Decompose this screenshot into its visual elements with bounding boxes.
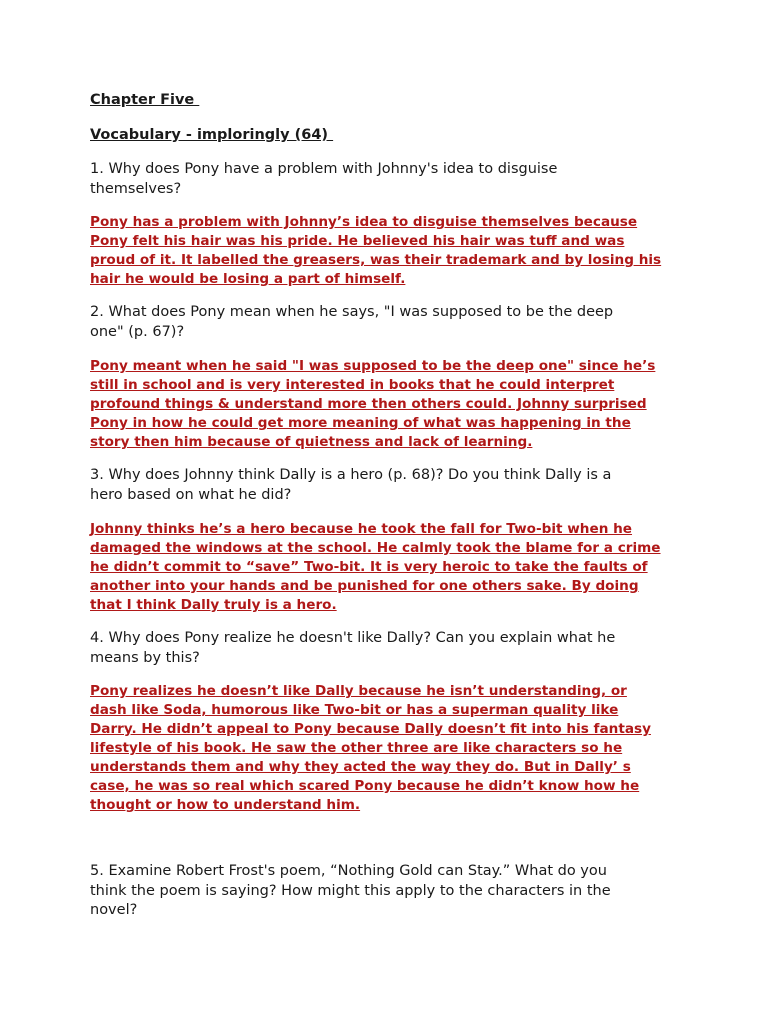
question-1: 1. Why does Pony have a problem with Johnny's idea to disguise themselves? [90, 161, 558, 197]
answer-2: Pony meant when he said "I was supposed to be the deep one" since he’s still in school and is very interested in books that he could interpret profound things & understand more then others could. Johnny surprised Pony in how he could get more meaning of what was happening in the story then him because of quietness and lack of learning. [90, 358, 656, 450]
answer-3: Johnny thinks he’s a hero because he took the fall for Two-bit when he damaged the windows at the school. He calmly took the blame for a crime he didn’t commit to “save” Two-bit. It is very heroic to take the faults of another into your hands and be punished for one others sake. By doing that I think Dally truly is a hero. [90, 521, 661, 613]
answer-4: Pony realizes he doesn’t like Dally because he isn’t understanding, or dash like Soda, humorous like Two-bit or has a superman quality like Darry. He didn’t appeal to Pony because Dally doesn’t fit into his fantasy lifestyle of his book. He saw the other three are like characters so he understands them and why they acted the way they do. But in Dally’ s case, he was so real which scared Pony because he didn’t know how he thought or how to understand him. [90, 683, 651, 813]
answer-1: Pony has a problem with Johnny’s idea to disguise themselves because Pony felt his hair was his pride. He believed his hair was tuff and was proud of it. It labelled the greasers, was their trademark and by losing his hair he would be losing a part of himself. [90, 214, 662, 287]
question-2: 2. What does Pony mean when he says, "I was supposed to be the deep one" (p. 67)? [90, 304, 614, 340]
question-3: 3. Why does Johnny think Dally is a hero (p. 68)? Do you think Dally is a hero based on what he did? [90, 467, 612, 503]
question-5: 5. Examine Robert Frost's poem, “Nothing Gold can Stay.” What do you think the poem is saying? How might this apply to the characters in the novel? [90, 863, 611, 918]
question-4: 4. Why does Pony realize he doesn't like Dally? Can you explain what he means by this? [90, 630, 616, 666]
chapter-title: Chapter Five [90, 92, 200, 108]
vocabulary-heading: Vocabulary - imploringly (64) [90, 127, 334, 143]
